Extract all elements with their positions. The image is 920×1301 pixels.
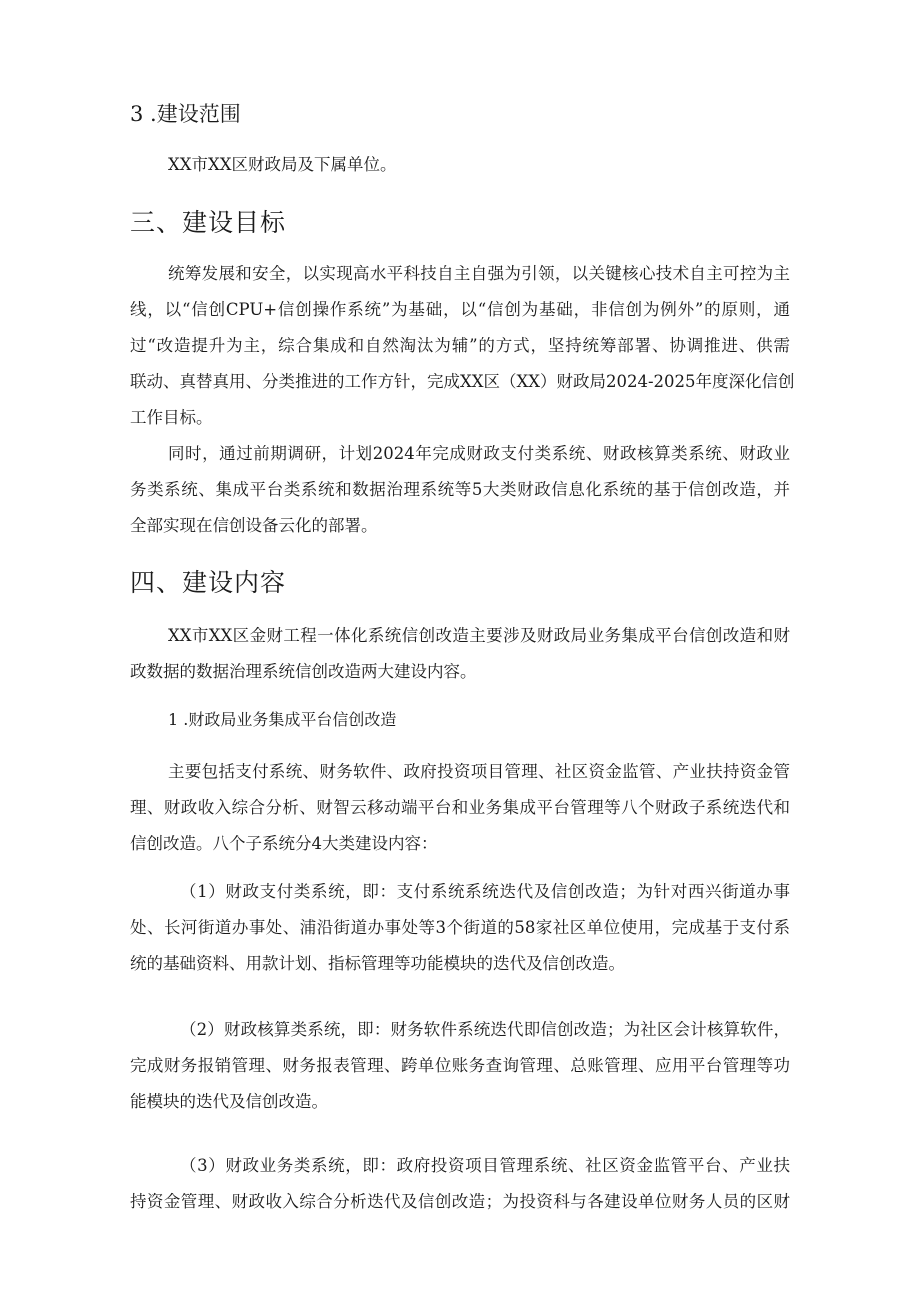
section-heading-scope: 3 .建设范围	[130, 102, 241, 126]
text-line: 理、财政收入综合分析、财智云移动端平台和业务集成平台管理等八个财政子系统迭代和	[130, 798, 790, 817]
goals-paragraph-2	[130, 436, 790, 544]
text-line: 工作目标。	[130, 408, 213, 427]
text-line: 同时，通过前期调研，计划2024年完成财政支付类系统、财政核算类系统、财政业	[168, 444, 790, 463]
scope-text: XX市XX区财政局及下属单位。	[168, 155, 397, 174]
item-3-paragraph	[130, 1148, 790, 1220]
text-line: 统筹发展和安全，以实现高水平科技自主自强为引领，以关键核心技术自主可控为主	[168, 264, 790, 283]
text-line: 政数据的数据治理系统信创改造两大建设内容。	[130, 662, 477, 681]
text-line: 处、长河街道办事处、浦沿街道办事处等3个街道的58家社区单位使用，完成基于支付系	[130, 918, 790, 937]
text-line: （3）财政业务类系统，即：政府投资项目管理系统、社区资金监管平台、产业扶	[180, 1156, 790, 1175]
text-line: 主要包括支付系统、财务软件、政府投资项目管理、社区资金监管、产业扶持资金管	[168, 762, 790, 781]
subsection-1-paragraph	[130, 754, 790, 862]
section-heading-content: 四、建设内容	[130, 568, 287, 597]
text-line: 统的基础资料、用款计划、指标管理等功能模块的迭代及信创改造。	[130, 954, 625, 973]
text-line: 能模块的迭代及信创改造。	[130, 1092, 328, 1111]
text-line: 全部实现在信创设备云化的部署。	[130, 516, 378, 535]
text-line: XX市XX区金财工程一体化系统信创改造主要涉及财政局业务集成平台信创改造和财	[168, 626, 790, 645]
text-line: （1）财政支付类系统，即：支付系统系统迭代及信创改造；为针对西兴街道办事	[180, 882, 790, 901]
text-line: 过“改造提升为主，综合集成和自然淘汰为辅”的方式，坚持统筹部署、协调推进、供需	[130, 336, 790, 355]
content-paragraph-1	[130, 618, 790, 690]
section-heading-goals: 三、建设目标	[130, 208, 287, 237]
text-line: 持资金管理、财政收入综合分析迭代及信创改造；为投资科与各建设单位财务人员的区财	[130, 1192, 790, 1211]
text-line: 信创改造。八个子系统分4大类建设内容：	[130, 834, 438, 853]
text-line: 务类系统、集成平台类系统和数据治理系统等5大类财政信息化系统的基于信创改造，并	[130, 480, 790, 499]
text-line: 线，以“信创CPU+信创操作系统”为基础，以“信创为基础，非信创为例外”的原则，通	[130, 300, 790, 319]
text-line: （2）财政核算类系统，即：财务软件系统迭代即信创改造；为社区会计核算软件，	[180, 1020, 790, 1039]
text-line: 完成财务报销管理、财务报表管理、跨单位账务查询管理、总账管理、应用平台管理等功	[130, 1056, 790, 1075]
goals-paragraph-1	[130, 256, 795, 436]
item-1-paragraph	[130, 874, 790, 982]
text-line: 联动、真替真用、分类推进的工作方针，完成XX区（XX）财政局2024-2025年度深化信创	[130, 372, 795, 391]
item-2-paragraph	[130, 1012, 790, 1120]
subsection-heading-1: 1 .财政局业务集成平台信创改造	[168, 710, 397, 729]
